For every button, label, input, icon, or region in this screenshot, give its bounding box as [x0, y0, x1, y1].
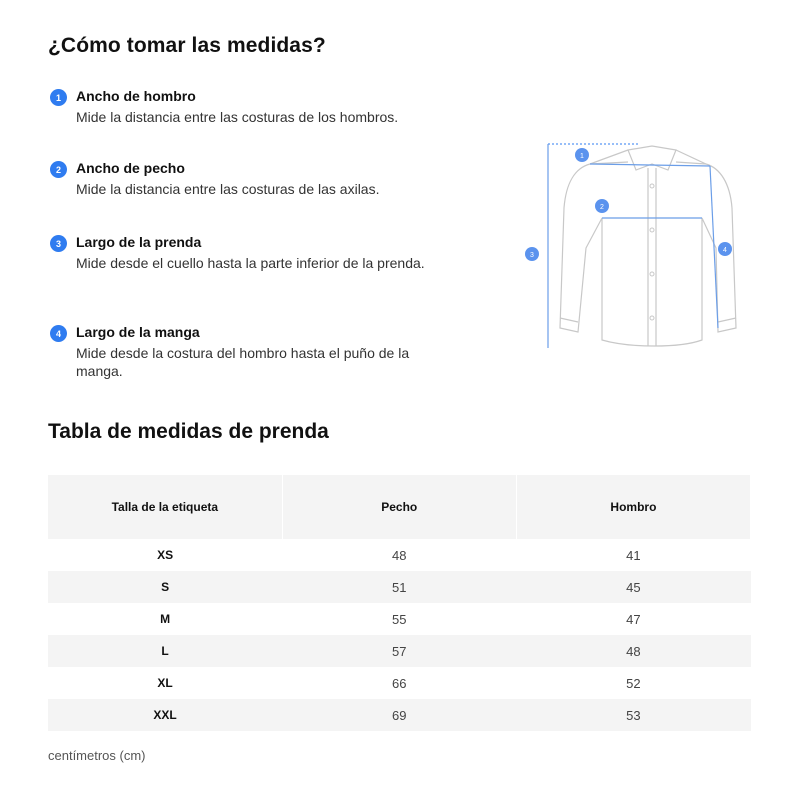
table-row	[48, 539, 751, 571]
table-header-row	[48, 475, 751, 539]
cell-shoulder: 48	[516, 635, 750, 667]
step-number-badge: 1	[50, 89, 67, 106]
column-header-shoulder: Hombro	[516, 475, 750, 539]
table-row	[48, 635, 751, 667]
cell-size: L	[48, 635, 282, 667]
step-description: Mide desde la costura del hombro hasta el puño de la manga.	[76, 345, 410, 379]
step-title: Ancho de pecho	[76, 160, 185, 176]
step-title: Largo de la prenda	[76, 234, 202, 250]
cell-chest: 57	[282, 635, 516, 667]
diagram-marker-2	[595, 199, 609, 213]
cell-chest: 69	[282, 699, 516, 731]
table-row	[48, 603, 751, 635]
step-title: Largo de la manga	[76, 324, 200, 340]
step-number-badge: 3	[50, 235, 67, 252]
page-title: ¿Cómo tomar las medidas?	[48, 34, 326, 57]
step-description: Mide la distancia entre las costuras de las axilas.	[76, 181, 380, 197]
svg-text:2: 2	[600, 204, 604, 211]
cell-shoulder: 47	[626, 611, 641, 627]
shirt-measurement-diagram	[520, 138, 750, 358]
step-number-badge: 4	[50, 325, 67, 342]
cell-size: XS	[157, 548, 174, 562]
cell-size: M	[160, 612, 171, 626]
column-header-chest: Pecho	[282, 475, 516, 539]
cell-shoulder: 52	[626, 675, 641, 691]
cell-chest: 51	[282, 571, 516, 603]
cell-shoulder: 45	[516, 571, 750, 603]
cell-chest: 48	[392, 547, 407, 563]
cell-shoulder: 41	[626, 547, 641, 563]
table-row	[48, 699, 751, 731]
cell-chest: 55	[392, 611, 407, 627]
cell-chest: 66	[392, 675, 407, 691]
column-header-size: Talla de la etiqueta	[48, 475, 282, 539]
step-description: Mide la distancia entre las costuras de los hombros.	[76, 109, 399, 125]
table-row	[48, 571, 751, 603]
unit-note: centímetros (cm)	[48, 748, 146, 763]
step-title: Ancho de hombro	[76, 88, 196, 104]
diagram-marker-1	[575, 148, 589, 162]
diagram-marker-3	[525, 247, 539, 261]
svg-text:4: 4	[723, 247, 727, 254]
svg-text:1: 1	[580, 153, 584, 160]
step-number-badge: 2	[50, 161, 67, 178]
table-title: Tabla de medidas de prenda	[48, 420, 329, 443]
diagram-marker-4	[718, 242, 732, 256]
cell-shoulder: 53	[516, 699, 750, 731]
cell-size: S	[48, 571, 282, 603]
size-table	[48, 475, 751, 731]
table-row	[48, 667, 751, 699]
cell-size: XXL	[48, 699, 282, 731]
svg-text:3: 3	[530, 252, 534, 259]
cell-size: XL	[157, 676, 173, 690]
step-description: Mide desde el cuello hasta la parte inferior de la prenda.	[76, 255, 425, 271]
